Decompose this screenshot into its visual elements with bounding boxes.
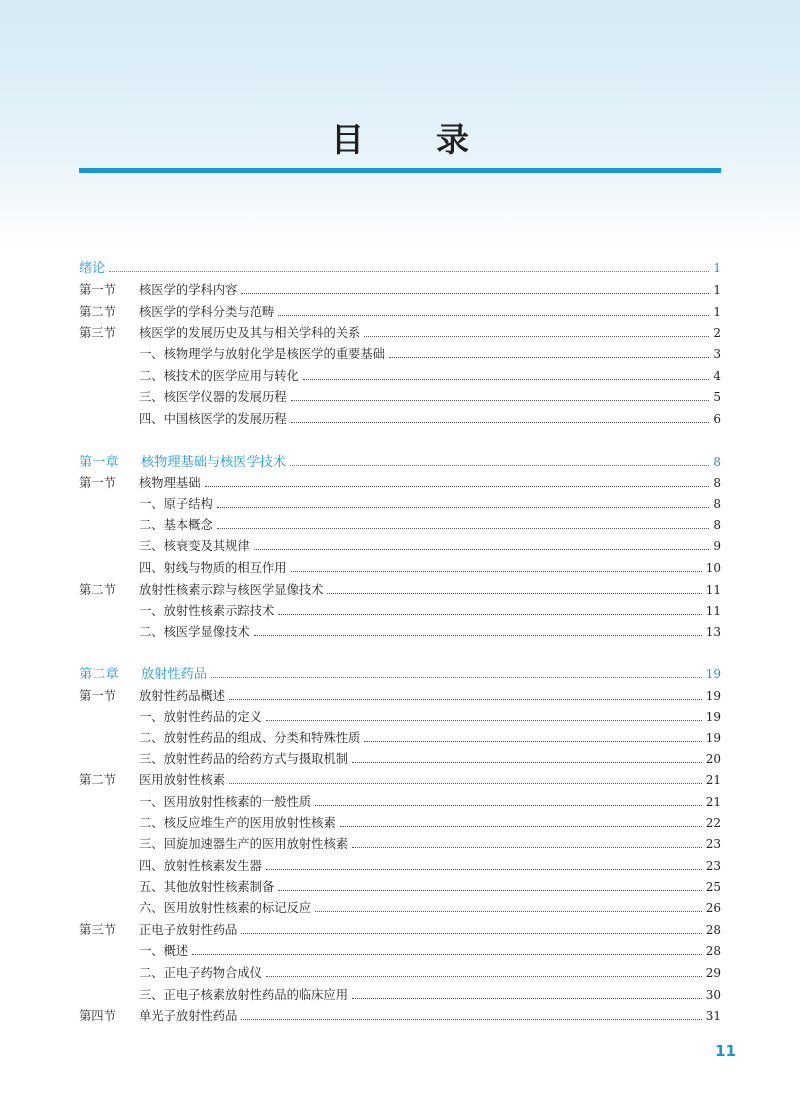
toc-subsection-entry[interactable]	[79, 622, 721, 643]
toc-page-number: 8	[713, 497, 721, 511]
dot-leader	[352, 847, 702, 848]
page-title	[0, 118, 800, 162]
dot-leader	[278, 315, 709, 316]
toc-page-number: 11	[705, 604, 721, 618]
toc-page-number: 21	[705, 795, 721, 809]
toc-section-number: 第三节	[79, 923, 116, 937]
toc-entry-title: 三、正电子核素放射性药品的临床应用	[139, 988, 349, 1002]
toc-page-number: 19	[705, 689, 721, 703]
toc-section-entry[interactable]	[79, 920, 721, 941]
dot-leader	[229, 699, 702, 700]
toc-entry-title: 三、回旋加速器生产的医用放射性核素	[139, 837, 349, 851]
toc-entry-title: 三、核衰变及其规律	[139, 539, 250, 553]
dot-leader	[229, 783, 702, 784]
title-char-2: 录	[436, 120, 469, 159]
toc-subsection-entry[interactable]	[79, 728, 721, 749]
toc-section-entry[interactable]	[79, 686, 721, 707]
toc-entry-title: 五、其他放射性核素制备	[139, 880, 275, 894]
toc-page-number: 1	[713, 305, 721, 319]
toc-section-number: 第一章	[79, 455, 119, 470]
dot-leader	[211, 677, 702, 678]
toc-page-number: 4	[713, 369, 721, 383]
toc-entry-title: 二、核技术的医学应用与转化	[139, 369, 299, 383]
toc-entry-title: 核物理基础	[139, 476, 201, 490]
page-number: 11	[715, 1042, 736, 1060]
toc-subsection-entry[interactable]	[79, 941, 721, 962]
toc-page-number: 5	[713, 390, 721, 404]
toc-entry-title: 核医学的发展历史及其与相关学科的关系	[139, 326, 361, 340]
toc-subsection-entry[interactable]	[79, 792, 721, 813]
toc-page-number: 9	[713, 539, 721, 553]
toc-page-number: 19	[705, 731, 721, 745]
toc-entry-title: 二、基本概念	[139, 518, 213, 532]
toc-entry-title: 放射性核素示踪与核医学显像技术	[139, 583, 324, 597]
toc-entry-title: 核物理基础与核医学技术	[141, 455, 287, 470]
toc-page-number: 19	[705, 667, 721, 681]
toc-section-entry[interactable]	[79, 280, 721, 301]
title-char-1: 目	[331, 120, 364, 159]
toc-entry-title: 三、放射性药品的给药方式与摄取机制	[139, 752, 349, 766]
toc-page-number: 25	[705, 880, 721, 894]
dot-leader	[217, 528, 709, 529]
dot-leader	[192, 954, 702, 955]
dot-leader	[352, 762, 702, 763]
dot-leader	[315, 911, 702, 912]
toc-section-number: 第三节	[79, 326, 116, 340]
toc-section-entry[interactable]	[79, 473, 721, 494]
toc-subsection-entry[interactable]	[79, 601, 721, 622]
toc-subsection-entry[interactable]	[79, 409, 721, 430]
toc-subsection-entry[interactable]	[79, 877, 721, 898]
dot-leader	[315, 805, 702, 806]
toc-subsection-entry[interactable]	[79, 963, 721, 984]
toc-page-number: 28	[705, 923, 721, 937]
toc-subsection-entry[interactable]	[79, 834, 721, 855]
toc-page-number: 20	[705, 752, 721, 766]
toc-entry-title: 六、医用放射性核素的标记反应	[139, 901, 312, 915]
dot-leader	[291, 400, 709, 401]
dot-leader	[364, 336, 709, 337]
toc-section-number: 第二章	[79, 667, 119, 682]
toc-section-entry[interactable]	[79, 1006, 721, 1027]
toc-section-entry[interactable]	[79, 580, 721, 601]
toc-entry-title: 放射性药品	[141, 667, 207, 682]
dot-leader	[278, 614, 701, 615]
toc-page-number: 30	[705, 988, 721, 1002]
toc-page-number: 29	[705, 966, 721, 980]
toc-entry-title: 二、放射性药品的组成、分类和特殊性质	[139, 731, 361, 745]
toc-entry-title: 二、正电子药物合成仪	[139, 966, 262, 980]
toc-page-number: 2	[713, 326, 721, 340]
toc-page-number: 6	[713, 412, 721, 426]
toc-page-number: 11	[705, 583, 721, 597]
toc-section-number: 第一节	[79, 283, 116, 297]
toc-section-number: 第二节	[79, 583, 116, 597]
toc-page-number: 21	[705, 773, 721, 787]
dot-leader	[241, 1019, 701, 1020]
toc-entry-title: 四、放射性核素发生器	[139, 859, 262, 873]
toc-entry-title: 四、中国核医学的发展历程	[139, 412, 287, 426]
toc-page-number: 8	[713, 455, 721, 469]
toc-entry-title: 核医学的学科内容	[139, 283, 238, 297]
toc-page-number: 19	[705, 710, 721, 724]
dot-leader	[278, 890, 701, 891]
toc-entry-title: 正电子放射性药品	[139, 923, 238, 937]
toc-chapter-entry[interactable]	[79, 664, 721, 685]
toc-subsection-entry[interactable]	[79, 985, 721, 1006]
toc-page-number: 23	[705, 859, 721, 873]
toc-subsection-entry[interactable]	[79, 749, 721, 770]
toc-entry-title: 四、射线与物质的相互作用	[139, 561, 287, 575]
dot-leader	[291, 571, 702, 572]
toc-entry-title: 三、核医学仪器的发展历程	[139, 390, 287, 404]
toc-subsection-entry[interactable]	[79, 898, 721, 919]
dot-leader	[254, 635, 702, 636]
dot-leader	[266, 869, 702, 870]
toc-section-number: 第一节	[79, 476, 116, 490]
toc-page-number: 31	[705, 1009, 721, 1023]
toc-subsection-entry[interactable]	[79, 515, 721, 536]
toc-chapter-entry[interactable]	[79, 258, 721, 279]
toc-subsection-entry[interactable]	[79, 387, 721, 408]
toc-page-number: 3	[713, 347, 721, 361]
dot-leader	[290, 465, 709, 466]
toc-section-number: 第二节	[79, 305, 116, 319]
toc-page-number: 26	[705, 901, 721, 915]
toc-entry-title: 一、医用放射性核素的一般性质	[139, 795, 312, 809]
toc-page-number: 10	[705, 561, 721, 575]
dot-leader	[254, 549, 709, 550]
toc-subsection-entry[interactable]	[79, 344, 721, 365]
dot-leader	[327, 593, 701, 594]
toc-entry-title: 一、原子结构	[139, 497, 213, 511]
toc-page-number: 23	[705, 837, 721, 851]
dot-leader	[266, 976, 702, 977]
toc-chapter-entry[interactable]	[79, 452, 721, 473]
dot-leader	[266, 720, 702, 721]
toc-entry-title: 放射性药品概述	[139, 689, 226, 703]
toc-subsection-entry[interactable]	[79, 856, 721, 877]
toc-entry-title: 核医学的学科分类与范畴	[139, 305, 275, 319]
dot-leader	[303, 379, 709, 380]
toc-entry-title: 一、放射性药品的定义	[139, 710, 262, 724]
toc-page-number: 8	[713, 476, 721, 490]
toc-entry-title: 二、核医学显像技术	[139, 625, 250, 639]
toc-entry-title: 单光子放射性药品	[139, 1009, 238, 1023]
toc-subsection-entry[interactable]	[79, 366, 721, 387]
toc-page-number: 1	[713, 283, 721, 297]
toc-page-number: 28	[705, 944, 721, 958]
toc-section-entry[interactable]	[79, 770, 721, 791]
dot-leader	[241, 293, 709, 294]
toc-page-number: 13	[705, 625, 721, 639]
dot-leader	[109, 271, 709, 272]
toc-entry-title: 一、概述	[139, 944, 189, 958]
toc-subsection-entry[interactable]	[79, 558, 721, 579]
toc-section-number: 第一节	[79, 689, 116, 703]
dot-leader	[205, 486, 710, 487]
toc-section-number: 第二节	[79, 773, 116, 787]
toc-entry-title: 绪论	[79, 261, 106, 276]
dot-leader	[241, 933, 701, 934]
toc-page-number: 8	[713, 518, 721, 532]
dot-leader	[352, 998, 702, 999]
toc-page-number: 1	[713, 261, 721, 275]
dot-leader	[389, 357, 709, 358]
toc-subsection-entry[interactable]	[79, 494, 721, 515]
toc-entry-title: 一、核物理学与放射化学是核医学的重要基础	[139, 347, 385, 361]
dot-leader	[291, 422, 709, 423]
toc-subsection-entry[interactable]	[79, 707, 721, 728]
toc-entry-title: 一、放射性核素示踪技术	[139, 604, 275, 618]
toc-entry-title: 医用放射性核素	[139, 773, 226, 787]
dot-leader	[340, 826, 702, 827]
toc-subsection-entry[interactable]	[79, 536, 721, 557]
dot-leader	[217, 507, 709, 508]
toc-subsection-entry[interactable]	[79, 813, 721, 834]
title-divider	[79, 168, 721, 173]
dot-leader	[364, 741, 701, 742]
toc-entry-title: 二、核反应堆生产的医用放射性核素	[139, 816, 336, 830]
toc-section-number: 第四节	[79, 1009, 116, 1023]
toc-page-number: 22	[705, 816, 721, 830]
toc-section-entry[interactable]	[79, 302, 721, 323]
toc-section-entry[interactable]	[79, 323, 721, 344]
